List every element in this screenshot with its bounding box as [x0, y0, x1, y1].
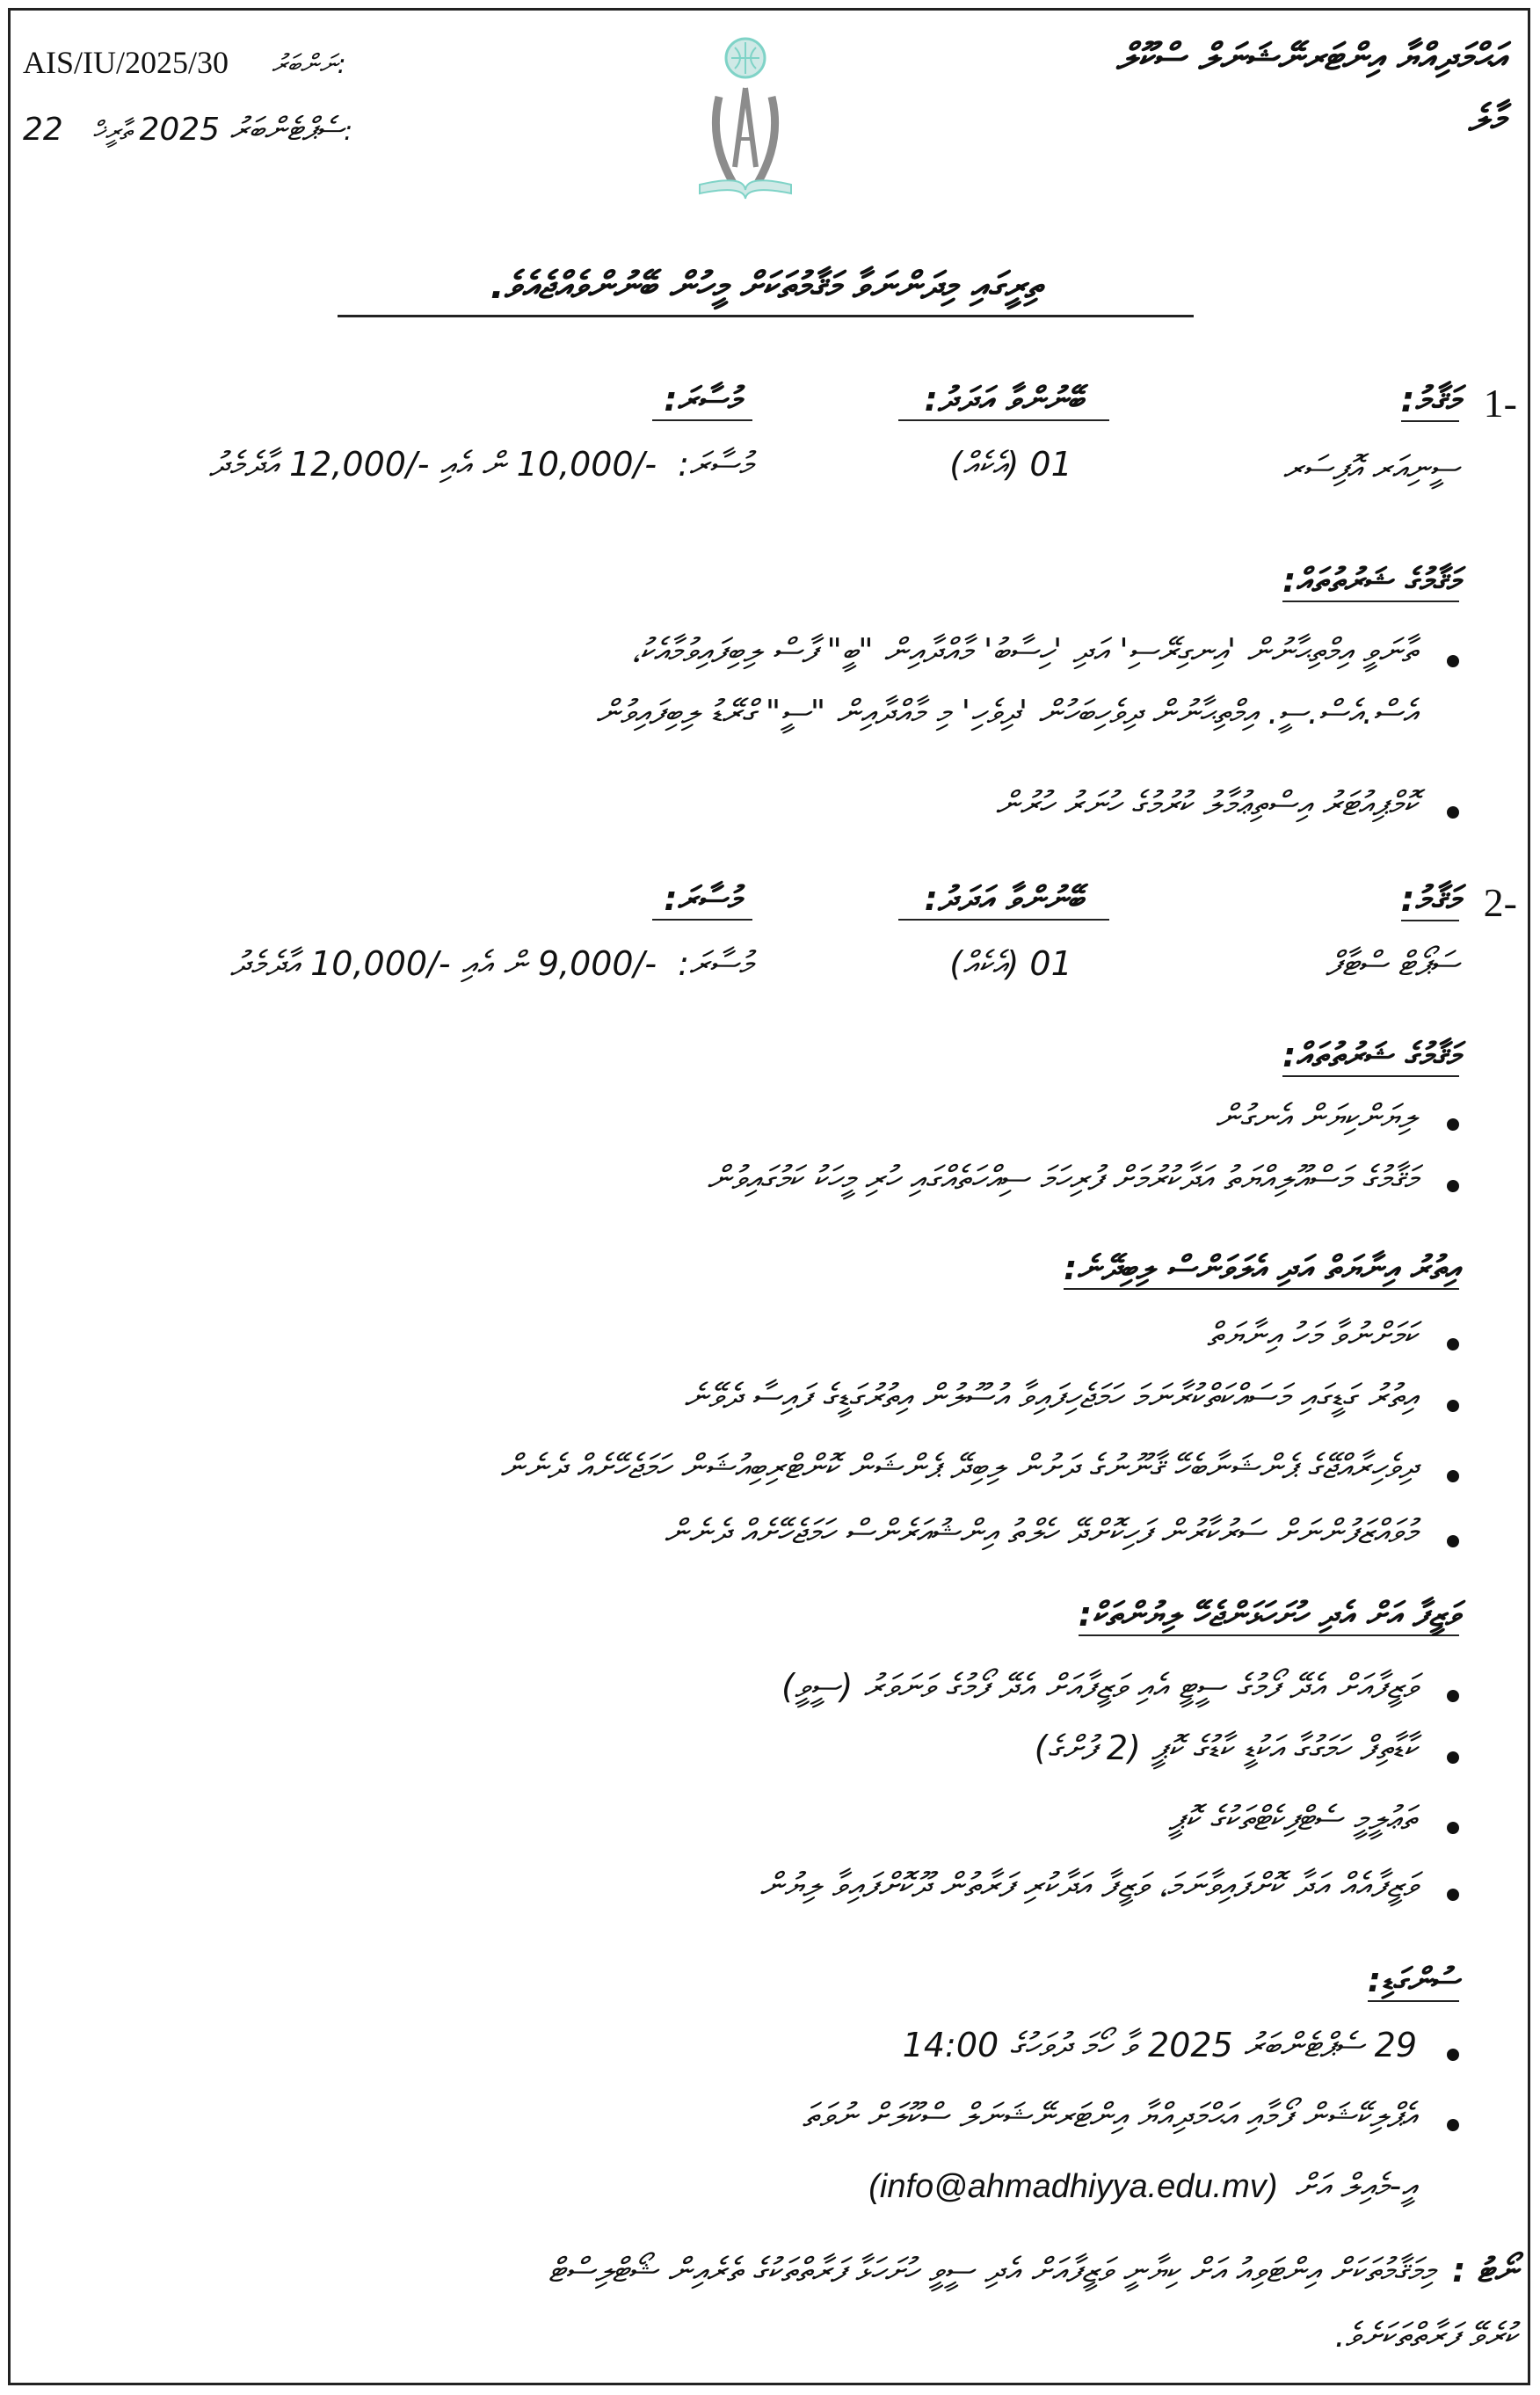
bullet [1447, 1180, 1459, 1192]
deadline-heading: ސުންގަޑި: [1368, 1961, 1459, 2002]
reference-number: AIS/IU/2025/30 [23, 45, 229, 80]
position-1-salary-label: މުސާރަ: [678, 445, 752, 484]
benefits-heading: އިތުރު އިނާޔަތް އަދި އެލަވަންސް ލިބިދޭނެ: [1064, 1248, 1459, 1290]
email-suffix: އީ-މެއިލް އަށް [1294, 2166, 1417, 2205]
document-item: ކާޑާތިފް ހަމަގުގާ އަކުޑީ ކާޑުގެ ކޮޕީ (2 ފުށްގެ) [1034, 1729, 1417, 1767]
note-label: ނޯޓު : [1452, 2251, 1517, 2289]
note-line-2: ކުރެވޭ ފަރާތްތަކަށެވެ. [1334, 2316, 1517, 2355]
position-2-salary-heading: މުސާރަ: [652, 879, 752, 921]
deadline-item: 29 ސެޕްޓެންބަރު 2025 ވާ ހޯމަ ދުވަހުގެ 14:00 [902, 2026, 1417, 2064]
school-logo [682, 35, 805, 202]
position-2-salary-value: -/9,000 ން އެއި -/10,000 އާދެމެދު [230, 944, 657, 983]
position-1-number: 1- [1483, 381, 1517, 426]
bullet [1447, 1338, 1459, 1350]
position-2-salary [70, 944, 752, 984]
document-item: ތަޢުލީމީ ސެޓްފިކެޓްތަކުގެ ކޮޕީ [1168, 1799, 1417, 1838]
note [548, 2251, 1517, 2290]
position-2-heading: މަޤާމު: [1400, 879, 1459, 920]
position-2-count-heading: ބޭނުންވާ އަދަދު: [898, 879, 1109, 921]
bullet [1447, 1470, 1459, 1482]
position-1-salary-heading: މުސާރަ: [652, 380, 752, 421]
benefit-item: އިތުރު ގަޑީގައި މަސައްކަތްކުރާނަމަ ހަމަޖެހިފައިވާ އުސޫލުން އިތުރުގަޑީގެ ފައިސާ ދެވޭނެ [684, 1377, 1417, 1416]
benefit-item: ދިވެހިރާއްޖޭގެ ޕެންޝަނާބެހޭ ޤާނޫނުގެ ދަށުން ލިބިދޭ ޕެންޝަން ކޮންޓްރިބިއުޝަން ހަމަޖެހޭށެއް ދެނެން [500, 1447, 1417, 1486]
announcement-title: ތިރީގައި މިދަންނަވާ މަޤާމުތަކަށް މީހުން ބޭނުންވެއްޖެއެވެ. [338, 264, 1194, 317]
position-1-heading: މަޤާމު: [1400, 380, 1459, 420]
benefit-item: ކަމަށްނުވާ މަހު އިނާޔަތް [1206, 1315, 1417, 1354]
bullet [1447, 1889, 1459, 1901]
email-address[interactable]: (info@ahmadhiyya.edu.mv) [868, 2168, 1278, 2205]
bullet [1447, 2119, 1459, 2131]
position-2-req-1: ލިޔަންކިޔަން އެނގުން [1215, 1097, 1417, 1136]
note-line-1: މިމަޤާމުތަކަށް އިންޓަވިއު އަށް ކިޔާނީ ވަޒީފާއަށް އެދި ސީވީ ހުށަހަޅާ ފަރާތްތަކުގެ ތެރެއިން ޝޯޓްލިސްޓް [548, 2251, 1435, 2289]
bullet [1447, 655, 1459, 667]
date-block [23, 111, 352, 149]
bullet [1447, 1822, 1459, 1834]
position-2-title: ސަޕޯޓް ސްޓާފް [1326, 944, 1459, 983]
school-location: މާލެ [1468, 97, 1505, 140]
reference-block [23, 44, 346, 81]
bullet [1447, 2049, 1459, 2061]
position-1-count: 01 (އެކެއް) [949, 445, 1072, 484]
email-line [868, 2166, 1417, 2206]
position-2-req-2: މަޤާމުގެ މަސްއޫލިއްޔަތު އަދާކުރުމަށް ފުރިހަމަ ސިއްހަތެއްގައި ހުރި މީހަކު ކަމުގައިވުން [707, 1159, 1417, 1198]
bullet [1447, 1400, 1459, 1412]
document-item: ވަޒީފާއަށް އެދޭ ފޯމުގެ ސީޓީ އެއި ވަޒީފާއަށް އެދޭ ފޯމުގެ ވަނަވަރު (ސީވީ) [781, 1667, 1417, 1706]
benefit-item: މުވައްޒަފުންނަށް ސަރުކާރުން ފަހިކޮށްދޭ ހެލްތު އިންޝުއަރެންސް ހަމަޖެހޭށެއް ދެނެން [664, 1512, 1417, 1551]
bullet [1447, 806, 1459, 819]
bullet [1447, 1690, 1459, 1702]
position-1-req-heading: މަޤާމުގެ ޝަރުތުތައް: [1282, 561, 1459, 602]
position-2-number: 2- [1483, 880, 1517, 925]
date-value: 22 ސެޕްޓެންބަރު 2025 [23, 112, 345, 148]
position-1-req-1-cont: އެސް.އެސް.ސީ. އިމްތިޙާނުން ދިވެހިބަހުން 'ދިވެހި' މި މާއްދާއިން "ސީ" ގްރޭޑު ލިބިފައިވުން [596, 693, 1417, 732]
reference-label: ނަންބަރު: [272, 49, 346, 80]
position-2-salary-label: މުސާރަ: [678, 944, 752, 983]
school-name: އަޙްމަދިއްޔާ އިންޓަރނޭޝަނަލް ސްކޫލް [1115, 35, 1505, 78]
bullet [1447, 1118, 1459, 1131]
deadline-item: އެޕްލިކޭޝަން ފޯމާއި އަޙްމަދިއްޔާ އިންޓަރނޭޝަނަލް ސްކޫލަށް ނުވަތަ [802, 2096, 1417, 2135]
position-1-req-2: ކޮމްޕިއުޓަރު އިސްތިޢުމާލު ކުރުމުގެ ހުނަރު ހުރުން [995, 784, 1417, 823]
bullet [1447, 1535, 1459, 1547]
position-1-title: ސީނިއަރ އޮފިސަރ [1282, 448, 1459, 487]
position-2-count: 01 (އެކެއް) [949, 944, 1072, 983]
logo-icon [682, 35, 805, 202]
date-label: ތާރީޚް: [92, 116, 353, 147]
position-1-salary [70, 445, 752, 484]
document-item: ވަޒީފާއެއް އަދާ ކޮށްފައިވާނަމަ، ވަޒީފާ އަދާކުރި ފަރާތުން ދޫކޮށްފައިވާ ލިޔުން [759, 1866, 1417, 1904]
bullet [1447, 1751, 1459, 1764]
documents-heading: ވަޒީފާ އަށް އެދި ހުށަހަޅަންޖެހޭ ލިޔުންތަކް: [1079, 1595, 1459, 1636]
position-2-req-heading: މަޤާމުގެ ޝަރުތުތައް: [1282, 1036, 1459, 1077]
position-1-req-1: ތާނަވީ އިމްތިޙާނުން 'އިނގިރޭސި' އަދި 'ހިސާބު' މާއްދާއިން "ބީ" ފާސް ލިބިފައިވުމާއެކު، [631, 631, 1417, 670]
position-1-count-heading: ބޭނުންވާ އަދަދު: [898, 380, 1109, 421]
position-1-salary-value: -/10,000 ން އެއި -/12,000 އާދެމެދު [208, 445, 657, 484]
